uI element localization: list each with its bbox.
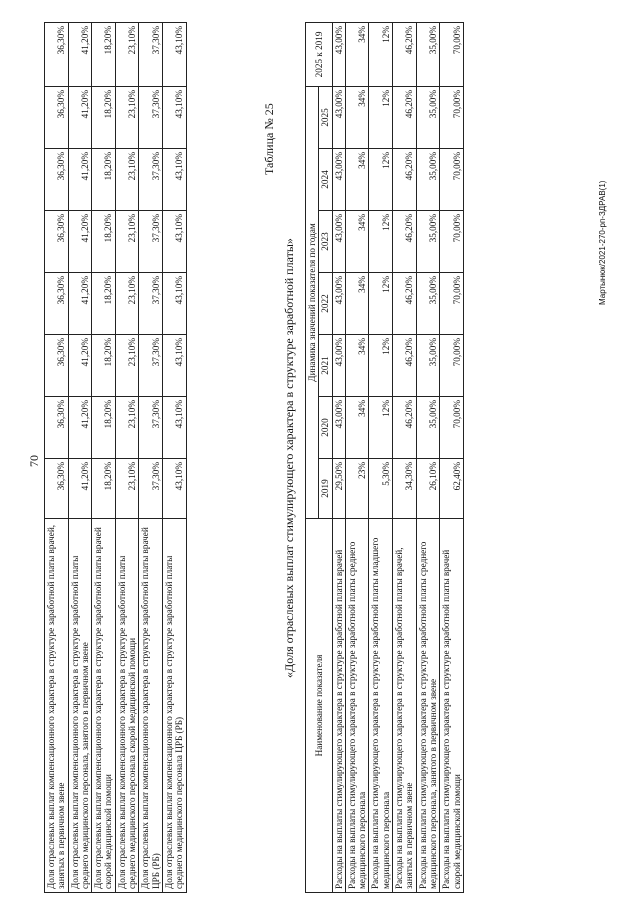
value-cell: 41,20% (68, 149, 92, 211)
value-cell: 34% (345, 86, 369, 148)
value-cell: 41,20% (68, 397, 92, 459)
value-cell: 46,20% (393, 211, 417, 273)
value-cell: 46,20% (393, 149, 417, 211)
table-header-row (306, 22, 319, 892)
value-cell: 43,10% (162, 211, 186, 273)
value-cell: 70,00% (440, 149, 464, 211)
value-cell: 12% (369, 397, 393, 459)
value-cell: 23,10% (115, 459, 139, 519)
value-cell: 43,00% (332, 149, 345, 211)
value-cell: 18,20% (92, 87, 116, 149)
value-cell: 43,00% (332, 273, 345, 335)
value-cell: 43,10% (162, 459, 186, 519)
value-cell: 34,30% (393, 459, 417, 519)
value-cell: 5,30% (369, 459, 393, 519)
value-cell: 29,50% (332, 459, 345, 519)
header-year: 2024 (319, 149, 332, 211)
value-cell: 46,20% (393, 335, 417, 397)
header-year: 2023 (319, 211, 332, 273)
value-cell: 43,10% (162, 397, 186, 459)
header-dynamics: Динамика значений показателя по годам (306, 86, 319, 518)
value-cell: 70,00% (440, 273, 464, 335)
table-row (393, 22, 417, 892)
table-row (440, 22, 464, 892)
row-indicator-name: Доля отраслевых выплат компенсационного характера в структуре заработной платы среднего медицинского персонала скорой медицинской помощи (115, 519, 139, 893)
incentive-table-body (332, 22, 463, 892)
table-row (68, 23, 92, 893)
value-cell: 37,30% (139, 87, 163, 149)
row-indicator-name: Доля отраслевых выплат компенсационного характера в структуре заработной платы врачей, занятых в первичном звене (45, 519, 69, 893)
value-cell: 43,00% (332, 397, 345, 459)
table-row (369, 22, 393, 892)
table-label: Таблица № 25 (262, 103, 276, 175)
row-indicator-name: Расходы на выплаты стимулирующего характера в структуре заработной платы среднего медицинского персонала (345, 519, 369, 893)
value-cell: 70,00% (440, 397, 464, 459)
value-cell: 41,20% (68, 335, 92, 397)
value-cell: 43,10% (162, 149, 186, 211)
value-cell: 23,10% (115, 273, 139, 335)
value-cell: 12% (369, 273, 393, 335)
row-indicator-name: Доля отраслевых выплат компенсационного характера в структуре заработной платы среднего медицинского персонала ЦРБ (РБ) (162, 519, 186, 893)
value-cell: 34% (345, 273, 369, 335)
value-cell: 46,20% (393, 86, 417, 148)
value-cell: 70,00% (440, 86, 464, 148)
header-year: 2025 (319, 86, 332, 148)
value-cell: 34% (345, 211, 369, 273)
value-cell: 23,10% (115, 335, 139, 397)
table-row (92, 23, 116, 893)
value-cell: 35,00% (416, 211, 440, 273)
value-cell: 37,30% (139, 397, 163, 459)
value-cell: 23,10% (115, 397, 139, 459)
value-cell: 43,10% (162, 335, 186, 397)
row-indicator-name: Доля отраслевых выплат компенсационного характера в структуре заработной платы среднего медицинского персонала, занятого в первичном звене (68, 519, 92, 893)
value-cell: 36,30% (45, 273, 69, 335)
value-cell: 70,00% (440, 211, 464, 273)
value-cell: 43,10% (162, 273, 186, 335)
header-year: 2021 (319, 335, 332, 397)
value-cell: 46,20% (393, 273, 417, 335)
incentive-share-table (305, 22, 464, 893)
value-cell: 41,20% (68, 459, 92, 519)
value-cell: 37,30% (139, 273, 163, 335)
value-cell: 70,00% (440, 22, 464, 86)
value-cell: 18,20% (92, 211, 116, 273)
table-row (416, 22, 440, 892)
value-cell: 43,10% (162, 23, 186, 87)
value-cell: 36,30% (45, 397, 69, 459)
value-cell: 18,20% (92, 459, 116, 519)
value-cell: 36,30% (45, 459, 69, 519)
value-cell: 43,00% (332, 211, 345, 273)
header-year: 2022 (319, 273, 332, 335)
value-cell: 46,20% (393, 22, 417, 86)
value-cell: 18,20% (92, 23, 116, 87)
value-cell: 12% (369, 22, 393, 86)
value-cell: 12% (369, 86, 393, 148)
value-cell: 35,00% (416, 22, 440, 86)
table-row (45, 23, 69, 893)
value-cell: 36,30% (45, 23, 69, 87)
value-cell: 46,20% (393, 397, 417, 459)
table-row (115, 23, 139, 893)
value-cell: 41,20% (68, 211, 92, 273)
value-cell: 35,00% (416, 149, 440, 211)
value-cell: 12% (369, 211, 393, 273)
value-cell: 34% (345, 335, 369, 397)
value-cell: 35,00% (416, 273, 440, 335)
table-row (139, 23, 163, 893)
value-cell: 43,10% (162, 87, 186, 149)
value-cell: 35,00% (416, 335, 440, 397)
header-indicator-name: Наименование показателя (306, 519, 333, 893)
header-year: 2020 (319, 397, 332, 459)
row-indicator-name: Доля отраслевых выплат компенсационного характера в структуре заработной платы врачей ЦРБ (РБ) (139, 519, 163, 893)
value-cell: 34% (345, 149, 369, 211)
value-cell: 26,10% (416, 459, 440, 519)
table-row (345, 22, 369, 892)
value-cell: 37,30% (139, 335, 163, 397)
compensation-table-body (45, 23, 187, 893)
value-cell: 62,40% (440, 459, 464, 519)
value-cell: 35,00% (416, 397, 440, 459)
row-indicator-name: Расходы на выплаты стимулирующего характера в структуре заработной платы среднего медицинского персонала, занятого в первичном звене (416, 519, 440, 893)
value-cell: 23,10% (115, 211, 139, 273)
value-cell: 23,10% (115, 87, 139, 149)
page-number: 70 (27, 455, 41, 467)
value-cell: 43,00% (332, 335, 345, 397)
value-cell: 36,30% (45, 211, 69, 273)
table-row (332, 22, 345, 892)
value-cell: 34% (345, 397, 369, 459)
value-cell: 18,20% (92, 273, 116, 335)
value-cell: 23,10% (115, 23, 139, 87)
compensation-share-table (44, 22, 187, 893)
value-cell: 41,20% (68, 23, 92, 87)
table-row (162, 23, 186, 893)
value-cell: 12% (369, 335, 393, 397)
header-2025-vs-2019: 2025 к 2019 (306, 22, 333, 86)
row-indicator-name: Расходы на выплаты стимулирующего характера в структуре заработной платы врачей скорой медицинской помощи (440, 519, 464, 893)
value-cell: 23% (345, 459, 369, 519)
value-cell: 18,20% (92, 397, 116, 459)
value-cell: 34% (345, 22, 369, 86)
value-cell: 41,20% (68, 87, 92, 149)
value-cell: 36,30% (45, 335, 69, 397)
value-cell: 36,30% (45, 87, 69, 149)
value-cell: 70,00% (440, 335, 464, 397)
value-cell: 43,00% (332, 22, 345, 86)
row-indicator-name: Расходы на выплаты стимулирующего характера в структуре заработной платы врачей (332, 519, 345, 893)
header-year: 2019 (319, 459, 332, 519)
value-cell: 36,30% (45, 149, 69, 211)
row-indicator-name: Расходы на выплаты стимулирующего характера в структуре заработной платы младшего медицинского персонала (369, 519, 393, 893)
value-cell: 41,20% (68, 273, 92, 335)
value-cell: 18,20% (92, 335, 116, 397)
value-cell: 23,10% (115, 149, 139, 211)
value-cell: 43,00% (332, 86, 345, 148)
value-cell: 37,30% (139, 149, 163, 211)
value-cell: 18,20% (92, 149, 116, 211)
table-title: «Доля отраслевых выплат стимулирующего характера в структуре заработной платы» (282, 238, 296, 678)
row-indicator-name: Доля отраслевых выплат компенсационного характера в структуре заработной платы врачей скорой медицинской помощи (92, 519, 116, 893)
footer-document-code: Мартынюк/2021-270-рп-ЗДРАВ(1) (598, 180, 607, 305)
value-cell: 12% (369, 149, 393, 211)
value-cell: 37,30% (139, 459, 163, 519)
value-cell: 37,30% (139, 211, 163, 273)
row-indicator-name: Расходы на выплаты стимулирующего характера в структуре заработной платы врачей, занятых в первичном звене (393, 519, 417, 893)
value-cell: 35,00% (416, 86, 440, 148)
value-cell: 37,30% (139, 23, 163, 87)
